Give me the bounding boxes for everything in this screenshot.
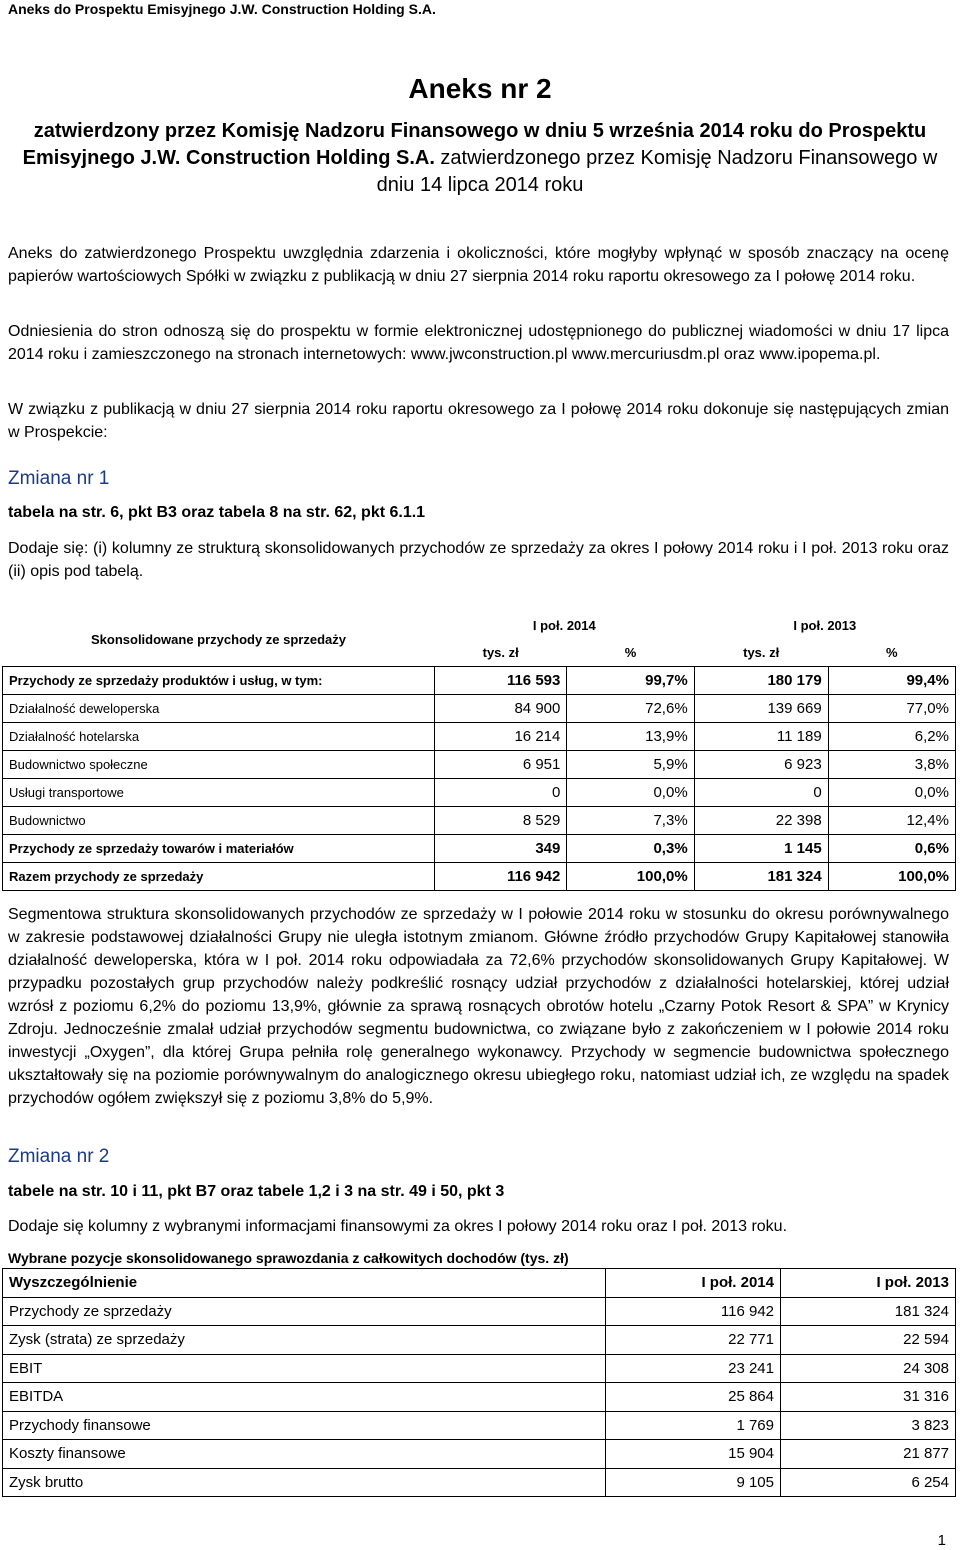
row-label: Zysk brutto (3, 1468, 606, 1497)
table-row (3, 695, 956, 723)
pct-2014: 0,3% (567, 835, 694, 863)
table-row (3, 1297, 956, 1326)
value-2013: 22 594 (781, 1326, 956, 1355)
value-2014: 116 942 (606, 1297, 781, 1326)
value-2013: 3 823 (781, 1411, 956, 1440)
pct-2013: 3,8% (828, 751, 955, 779)
table-row (3, 751, 956, 779)
financial-items-table (2, 1268, 956, 1497)
value-2013: 139 669 (694, 695, 828, 723)
table-row (3, 1440, 956, 1469)
value-2014: 23 241 (606, 1354, 781, 1383)
change-2-reference: tabele na str. 10 i 11, pkt B7 oraz tabele 1,2 i 3 na str. 49 i 50, pkt 3 (8, 1183, 505, 1200)
period-2013-header: I poł. 2013 (781, 1269, 956, 1298)
change-1-heading: Zmiana nr 1 (8, 468, 110, 489)
table-row (3, 1468, 956, 1497)
value-2014: 9 105 (606, 1468, 781, 1497)
value-2013: 21 877 (781, 1440, 956, 1469)
period-2013-header: I poł. 2013 (793, 618, 857, 633)
value-2013: 0 (694, 779, 828, 807)
row-label: EBITDA (3, 1383, 606, 1412)
intro-paragraph-3: W związku z publikacją w dniu 27 sierpnia 2014 roku raportu okresowego za I połowę 2014 roku dokonuje się następujących zmian w Prospekcie: (8, 401, 949, 441)
revenue-structure-table (2, 612, 956, 891)
table-row (3, 1411, 956, 1440)
table-2-caption: Wybrane pozycje skonsolidowanego sprawozdania z całkowitych dochodów (tys. zł) (8, 1250, 569, 1266)
value-2013: 180 179 (694, 667, 828, 695)
running-header: Aneks do Prospektu Emisyjnego J.W. Construction Holding S.A. (8, 1, 436, 17)
value-2013: 181 324 (694, 863, 828, 891)
row-label: Koszty finansowe (3, 1440, 606, 1469)
intro-paragraph-2: Odniesienia do stron odnoszą się do prospektu w formie elektronicznej udostępnionego do publicznej wiadomości w dniu 17 lipca 2014 roku i zamieszczonego na stronach internetowych: www.jwconstruction.pl www.mercuriusdm.pl oraz www.ipopema.pl. (8, 323, 949, 363)
table-row (3, 807, 956, 835)
value-2014: 25 864 (606, 1383, 781, 1412)
page-subtitle (20, 118, 940, 199)
change-2-heading: Zmiana nr 2 (8, 1146, 110, 1167)
value-2014: 6 951 (435, 751, 567, 779)
pct-2013: 0,0% (828, 779, 955, 807)
period-2014-header: I poł. 2014 (532, 618, 596, 633)
value-2013: 22 398 (694, 807, 828, 835)
value-2014: 116 942 (435, 863, 567, 891)
table-row (3, 1383, 956, 1412)
row-label: Budownictwo społeczne (3, 751, 435, 779)
table-row (3, 723, 956, 751)
table-title-cell (3, 612, 435, 667)
subtitle-part2: zatwierdzonego przez Komisję Nadzoru Finansowego w dniu 14 lipca 2014 roku (376, 147, 938, 196)
table-row (3, 835, 956, 863)
value-2014: 84 900 (435, 695, 567, 723)
value-2014: 1 769 (606, 1411, 781, 1440)
page-title: Aneks nr 2 (408, 73, 552, 104)
row-label: Działalność hotelarska (3, 723, 435, 751)
table-row (3, 779, 956, 807)
period-2014-header: I poł. 2014 (606, 1269, 781, 1298)
pct-2014: 5,9% (567, 751, 694, 779)
value-2013: 31 316 (781, 1383, 956, 1412)
value-2013: 6 923 (694, 751, 828, 779)
row-label: Zysk (strata) ze sprzedaży (3, 1326, 606, 1355)
table-row (3, 863, 956, 891)
unit-pct-header: % (624, 645, 637, 660)
pct-2014: 100,0% (567, 863, 694, 891)
value-2014: 16 214 (435, 723, 567, 751)
value-2013: 1 145 (694, 835, 828, 863)
row-label: Przychody finansowe (3, 1411, 606, 1440)
table-row (3, 1354, 956, 1383)
pct-2013: 100,0% (828, 863, 955, 891)
value-2014: 22 771 (606, 1326, 781, 1355)
pct-2014: 7,3% (567, 807, 694, 835)
table-title: Skonsolidowane przychody ze sprzedaży (90, 631, 346, 647)
value-2014: 15 904 (606, 1440, 781, 1469)
change-1-commentary: Segmentowa struktura skonsolidowanych przychodów ze sprzedaży w I połowie 2014 roku w stosunku do okresu porównywalnego w zakresie podstawowej działalności Grupy nie uległa istotnym zmianom. Główne źródło przychodów Grupy Kapitałowej stanowiła działalność deweloperska, która w I poł. 2014 roku odpowiadała za 72,6% przychodów skonsolidowanych Grupy Kapitałowej. W przypadku pozostałych grup przychodów należy podkreślić rosnący udział przychodów z działalności hotelarskiej, której udział wzrósł z poziomu 6,2% do poziomu 13,9%, głównie za sprawą rosnących obrotów hotelu „Czarny Potok Resort & SPA” w Krynicy Zdroju. Jednocześnie zmalał udział przychodów segmentu budownictwa, co związane było z zakończeniem w I połowie 2014 roku inwestycji „Oxygen”, dla której Grupa pełniła rolę generalnego wykonawcy. Przychody w segmencie budownictwa społecznego ukształtowały się na poziomie porównywalnym do analogicznego okresu ubiegłego roku, natomiast udział ich, ze względu na spadek przychodów ogółem zwiększył się z poziomu 3,8% do 5,9%. (8, 906, 949, 1107)
pct-2014: 0,0% (567, 779, 694, 807)
table-row (3, 1326, 956, 1355)
col-label-header: Wyszczególnienie (3, 1269, 606, 1298)
value-2014: 116 593 (435, 667, 567, 695)
unit-value-header: tys. zł (482, 645, 519, 660)
change-2-description: Dodaje się kolumny z wybranymi informacjami finansowymi za okres I połowy 2014 roku oraz I poł. 2013 roku. (8, 1218, 788, 1235)
value-2014: 8 529 (435, 807, 567, 835)
pct-2014: 99,7% (567, 667, 694, 695)
value-2013: 6 254 (781, 1468, 956, 1497)
value-2014: 349 (435, 835, 567, 863)
pct-2013: 99,4% (828, 667, 955, 695)
row-label: Budownictwo (3, 807, 435, 835)
value-2013: 11 189 (694, 723, 828, 751)
row-label: Usługi transportowe (3, 779, 435, 807)
page-number: 1 (937, 1532, 946, 1549)
pct-2013: 6,2% (828, 723, 955, 751)
value-2013: 24 308 (781, 1354, 956, 1383)
pct-2013: 77,0% (828, 695, 955, 723)
row-label: EBIT (3, 1354, 606, 1383)
change-1-reference: tabela na str. 6, pkt B3 oraz tabela 8 na str. 62, pkt 6.1.1 (8, 504, 426, 521)
pct-2013: 0,6% (828, 835, 955, 863)
intro-paragraph-1: Aneks do zatwierdzonego Prospektu uwzględnia zdarzenia i okoliczności, które mogłyby wpłynąć w sposób znaczący na ocenę papierów wartościowych Spółki w związku z publikacją w dniu 27 sierpnia 2014 roku raportu okresowego za I połowę 2014 roku. (8, 245, 949, 285)
pct-2014: 72,6% (567, 695, 694, 723)
subtitle-part1: zatwierdzony przez Komisję Nadzoru Finansowego w dniu 5 września 2014 roku do Prospektu Emisyjnego J.W. Construction Holding S.A. (22, 120, 927, 169)
table-row (3, 667, 956, 695)
row-label: Działalność deweloperska (3, 695, 435, 723)
unit-value-header: tys. zł (743, 645, 780, 660)
pct-2013: 12,4% (828, 807, 955, 835)
pct-2014: 13,9% (567, 723, 694, 751)
value-2014: 0 (435, 779, 567, 807)
row-label: Przychody ze sprzedaży towarów i materiałów (3, 835, 435, 863)
value-2013: 181 324 (781, 1297, 956, 1326)
row-label: Razem przychody ze sprzedaży (3, 863, 435, 891)
row-label: Przychody ze sprzedaży produktów i usług, w tym: (3, 667, 435, 695)
change-1-description: Dodaje się: (i) kolumny ze strukturą skonsolidowanych przychodów ze sprzedaży za okres I połowy 2014 roku i I poł. 2013 roku oraz (ii) opis pod tabelą. (8, 540, 949, 580)
row-label: Przychody ze sprzedaży (3, 1297, 606, 1326)
unit-pct-header: % (886, 645, 898, 660)
